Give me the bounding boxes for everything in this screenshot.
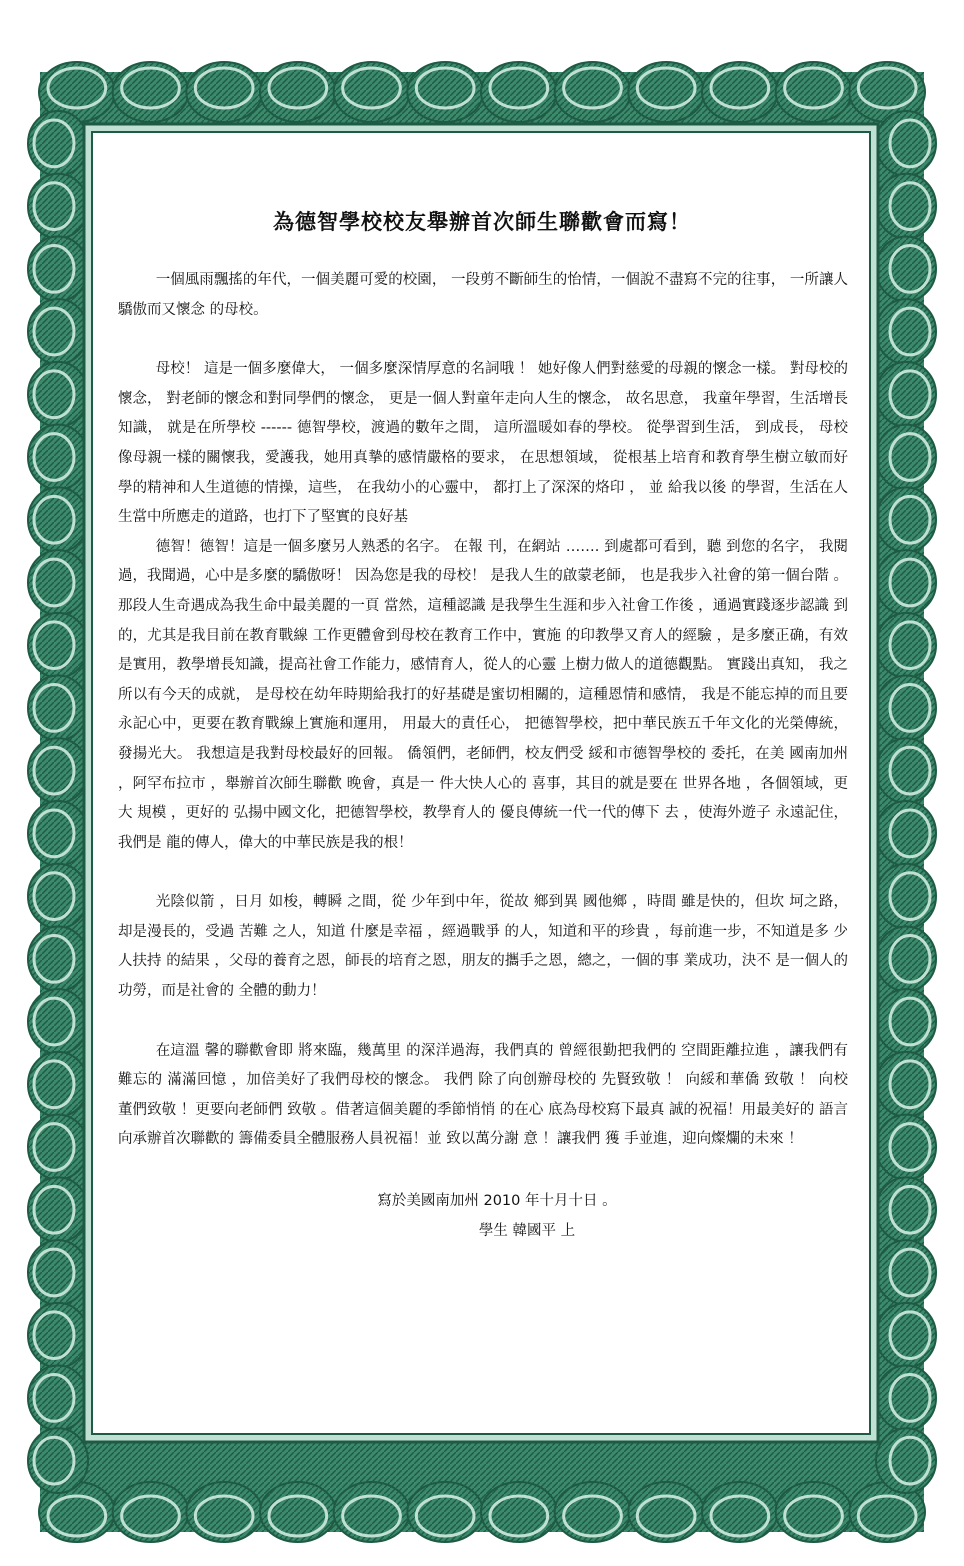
scallop xyxy=(876,738,936,803)
scallop xyxy=(334,1482,410,1542)
scallop xyxy=(28,236,88,301)
letter-body xyxy=(112,150,852,1416)
scallop xyxy=(113,62,189,122)
scallop xyxy=(28,487,88,552)
paragraph-1: 一個風雨飄搖的年代，一個美麗可愛的校園， 一段剪不斷師生的怡情，一個說不盡寫不完的往事， 一所讓人驕傲而又懷念 的母校。 xyxy=(118,272,848,318)
scallop xyxy=(876,989,936,1054)
scallop xyxy=(876,801,936,866)
paragraph-4: 光陰似箭 ，日月 如梭，轉瞬 之間，從 少年到中年，從故 鄉到異 國他鄉 ，時間 雖是快的，但坎 坷之路，却是漫長的，受過 苦難 之人，知道 什麼是幸福 ，經過戰爭 的人，知道和平的珍貴 ，每前進一步，不知道是多 少人扶持 的結果 ，父母的養育之恩，師長的培育之恩，朋友的攜手之恩，總之，一個的事 業成功，決不 是一個人的 功勞，而是社會的 全體的動力！ xyxy=(118,894,848,1000)
scallop xyxy=(28,864,88,929)
scallop xyxy=(876,425,936,490)
scallop xyxy=(702,62,778,122)
scallop xyxy=(28,362,88,427)
scallop xyxy=(876,362,936,427)
scallop xyxy=(876,926,936,991)
scallop xyxy=(28,801,88,866)
scallop xyxy=(876,1177,936,1242)
scallop xyxy=(28,425,88,490)
scallop xyxy=(113,1482,189,1542)
scallop xyxy=(186,1482,262,1542)
scallop xyxy=(28,613,88,678)
scallop xyxy=(876,550,936,615)
scallop xyxy=(555,62,631,122)
scallop xyxy=(876,1052,936,1117)
signature-author: 學生 韓國平 上 xyxy=(478,1222,576,1239)
letter-title: 為德智學校校友舉辦首次師生聯歡會而寫！ xyxy=(273,210,691,234)
scallop xyxy=(260,1482,336,1542)
scallop xyxy=(702,1482,778,1542)
scallop xyxy=(876,676,936,741)
scallop xyxy=(876,864,936,929)
scallop xyxy=(876,487,936,552)
scallop xyxy=(876,1366,936,1431)
scallop xyxy=(28,926,88,991)
scallop xyxy=(876,174,936,239)
scallop xyxy=(28,550,88,615)
paragraph-gap xyxy=(112,325,852,355)
scallop xyxy=(334,62,410,122)
scallop xyxy=(876,111,936,176)
scallop xyxy=(28,676,88,741)
scallop xyxy=(28,1303,88,1368)
scallop xyxy=(876,613,936,678)
scallop xyxy=(776,62,852,122)
scallop xyxy=(186,62,262,122)
scallop xyxy=(407,62,483,122)
paragraph-5: 在這溫 馨的聯歡會即 將來臨，幾萬里 的深洋過海，我們真的 曾經很勤把我們的 空間距離拉進 ，讓我們有 難忘的 滿滿回憶 ，加倍美好了我們母校的懷念。 我們 除了向创辦母校的 先賢致敬 ！ 向綏和華僑 致敬 ！ 向校 董們致敬 ！更要向老師們 致敬 。借著這個美麗的季節悄悄 的在心 底為母校寫下最真 誠的祝福！用最美好的 語言向承辦首次聯歡的 籌備委員全體服務人員祝福！並 致以萬分謝 意 ！讓我們 獲 手並進，迎向燦爛的未來 ！ xyxy=(118,1042,848,1148)
scallop xyxy=(28,111,88,176)
scallop xyxy=(407,1482,483,1542)
signature-date: 寫於美國南加州 2010 年十月十日 。 xyxy=(377,1193,617,1210)
scallop xyxy=(876,1240,936,1305)
scallop xyxy=(28,299,88,364)
scallop xyxy=(628,1482,704,1542)
scallop xyxy=(876,236,936,301)
scallop xyxy=(876,299,936,364)
scallop xyxy=(28,1177,88,1242)
paragraph-gap xyxy=(112,858,852,888)
paragraph-gap xyxy=(112,1007,852,1037)
scallop xyxy=(28,174,88,239)
scallop xyxy=(481,1482,557,1542)
scallop xyxy=(260,62,336,122)
scallop xyxy=(28,989,88,1054)
scallop xyxy=(628,62,704,122)
scallop xyxy=(876,1303,936,1368)
scallop xyxy=(28,1115,88,1180)
paragraph-3: 德智！德智！這是一個多麼另人熟悉的名字。 在報 刊，在網站 ……. 到處都可看到，聽 到您的名字， 我閱過，我聞過，心中是多麼的驕傲呀！ 因為您是我的母校！ 是我人生的啟蒙老師， 也是我步入社會的第一個台階 。 那段人生奇遇成為我生命中最美麗的一頁 當然，這種認識 是我學生生涯和步入社會工作後 ，通過實踐逐步認識 到的，尤其是我目前在教育戰線 工作更體會到母校在教育工作中，實施 的印教學又育人的經驗 ，是多麼正确，有效是實用，教學增長知識，提高社會工作能力，感情育人，從人的心靈 上樹力做人的道德觀點。 實踐出真知， 我之所以有今天的成就， 是母校在幼年時期給我打的好基礎是蜜切相關的，這種恩情和感情， 我是不能忘掉的而且要永記心中，更要在教育戰線上實施和運用， 用最大的責任心， 把德智學校，把中華民族五千年文化的光榮傳統，發揚光大。 我想這是我對母校最好的回報。 僑領們，老師們，校友們受 綏和市德智學校的 委托，在美 國南加州 ，阿罕布拉市 ，舉辦首次師生聯歡 晚會，真是一 件大快人心的 喜事，其目的就是要在 世界各地 ，各個領域，更大 規模 ，更好的 弘揚中國文化，把德智學校，教學育人的 優良傳統一代一代的傳下 去 ，使海外遊子 永遠記住，我們是 龍的傳人，偉大的中華民族是我的根！ xyxy=(118,538,848,851)
scallop xyxy=(876,1115,936,1180)
scallop xyxy=(876,1428,936,1493)
scallop xyxy=(28,1240,88,1305)
scallop xyxy=(28,1428,88,1493)
scallop xyxy=(776,1482,852,1542)
scallop xyxy=(28,1366,88,1431)
scallop xyxy=(555,1482,631,1542)
scallop xyxy=(28,738,88,803)
scallop xyxy=(28,1052,88,1117)
scallop xyxy=(481,62,557,122)
paragraph-2: 母校！ 這是一個多麼偉大， 一個多麼深情厚意的名詞哦 ！ 她好像人們對慈愛的母親的懷念一樣。 對母校的懷念， 對老師的懷念和對同學們的懷念， 更是一個人對童年走向人生的懷念， 故名思意， 我童年學習，生活增長知識， 就是在所學校 ------ 德智學校，渡過的數年之間， 這所溫暖如春的學校。 從學習到生活， 到成長， 母校像母親一樣的關懷我，愛護我，她用真摯的感情嚴格的要求， 在思想領域， 從根基上培育和教育學生樹立敏而好學的精神和人生道德的情操，這些， 在我幼小的心靈中， 都打上了深深的烙印 ， 並 給我以後 的學習，生活在人生當中所應走的道路，也打下了堅實的良好基 xyxy=(118,361,848,526)
